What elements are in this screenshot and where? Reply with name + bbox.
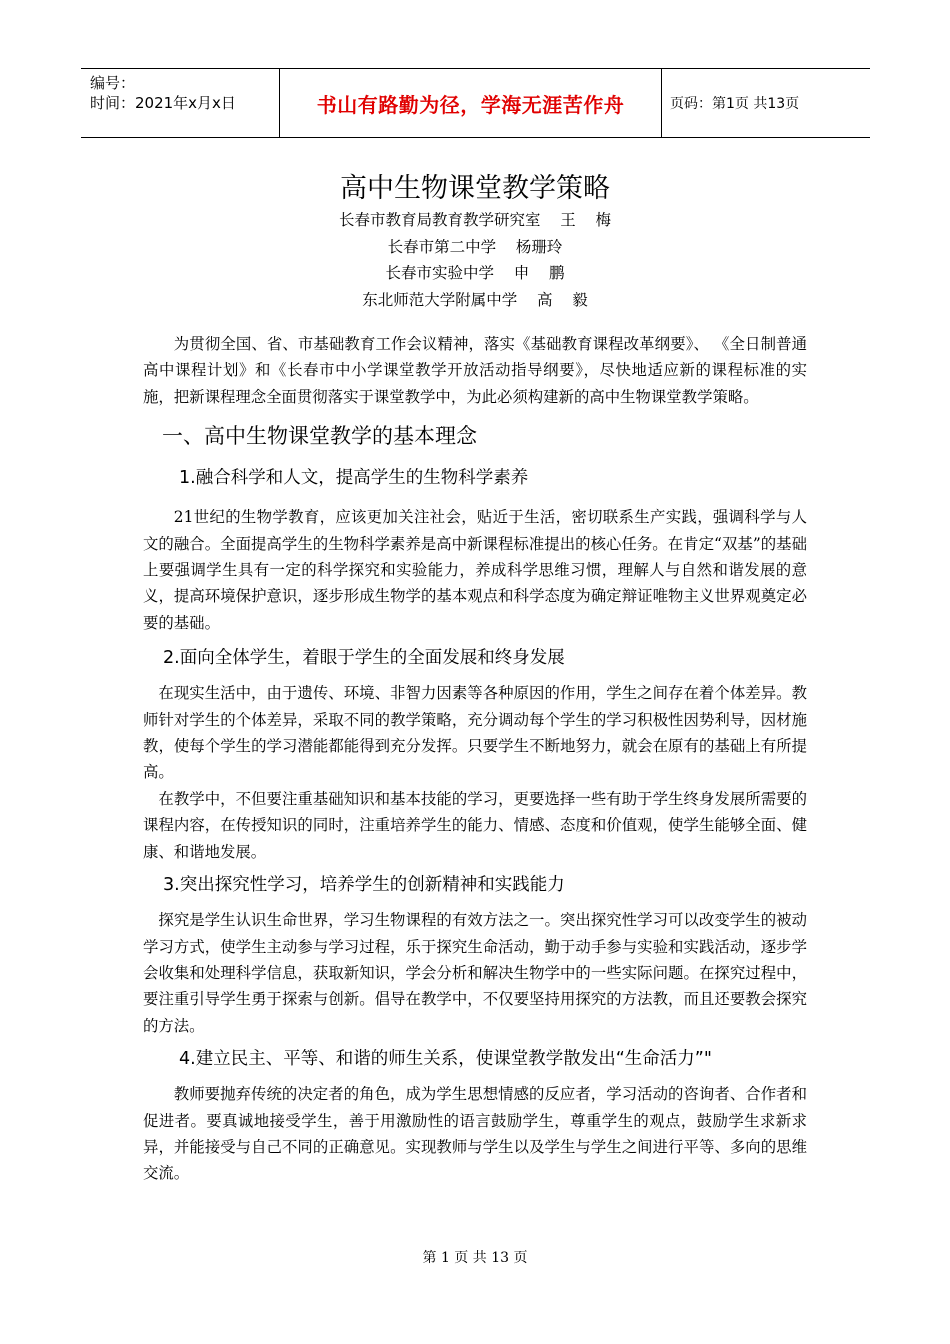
number-label: 编号： <box>90 74 136 92</box>
document-title: 高中生物课堂教学策略 <box>340 173 610 204</box>
paragraph: 21世纪的生物学教育，应该更加关注社会，贴近于生活，密切联系生产实践，强调科学与人文的融合。全面提高学生的生物科学素养是高中新课程标准提出的核心任务。在肯定“双基”的基础上要强调学生具有一定的科学探究和实验能力，养成科学思维习惯，理解人与自然和谐发展的意义，提高环境保护意识，逐步形成生物学的基本观点和科学态度为确定辩证唯物主义世界观奠定必要的基础。 <box>143 508 807 632</box>
time-label: 时间：2021年x月x日 <box>90 94 236 112</box>
section-heading: 一、高中生物课堂教学的基本理念 <box>162 424 477 449</box>
author-line: 长春市第二中学 杨珊玲 <box>387 237 563 256</box>
author-line: 长春市教育局教育教学研究室 王 梅 <box>339 211 611 229</box>
paragraph: 教师要抛弃传统的决定者的角色，成为学生思想情感的反应者，学习活动的咨询者、合作者和促进者。要真诚地接受学生，善于用激励性的语言鼓励学生，尊重学生的观点，鼓励学生求新求异，并能接受与自己不同的正确意见。实现教师与学生以及学生与学生之间进行平等、多向的思维交流。 <box>143 1085 807 1183</box>
subsection-heading: 4.建立民主、平等、和谐的师生关系，使课堂教学散发出“生命活力”" <box>179 1049 712 1070</box>
header-meta-cell <box>81 69 280 137</box>
subsection-heading: 2.面向全体学生，着眼于学生的全面发展和终身发展 <box>163 648 565 669</box>
page-info: 页码：第1页 共13页 <box>670 96 800 112</box>
paragraph: 在现实生活中，由于遗传、环境、非智力因素等各种原因的作用，学生之间存在着个体差异。教师针对学生的个体差异，采取不同的教学策略，充分调动每个学生的学习积极性因势利导，因材施教，使每个学生的学习潜能都能得到充分发挥。只要学生不断地努力，就会在原有的基础上有所提高。 <box>143 684 807 782</box>
subsection-heading: 1.融合科学和人文，提高学生的生物科学素养 <box>179 468 529 489</box>
motto: 书山有路勤为径，学海无涯苦作舟 <box>280 69 662 137</box>
subsection-heading: 3.突出探究性学习，培养学生的创新精神和实践能力 <box>163 875 565 896</box>
paragraph: 在教学中，不但要注重基础知识和基本技能的学习，更要选择一些有助于学生终身发展所需要的课程内容，在传授知识的同时，注重培养学生的能力、情感、态度和价值观，使学生能够全面、健康、和谐地发展。 <box>143 789 807 861</box>
paragraph: 探究是学生认识生命世界，学习生物课程的有效方法之一。突出探究性学习可以改变学生的被动学习方式，使学生主动参与学习过程，乐于探究生命活动，勤于动手参与实验和实践活动，逐步学会收集和处理科学信息，获取新知识，学会分析和解决生物学中的一些实际问题。在探究过程中，要注重引导学生勇于探索与创新。倡导在教学中，不仅要坚持用探究的方法教，而且还要教会探究的方法。 <box>143 911 807 1035</box>
author-line: 东北师范大学附属中学 高 毅 <box>362 290 588 309</box>
author-list <box>0 207 950 313</box>
document-body <box>143 331 807 1187</box>
author-line: 长春市实验中学 申 鹏 <box>385 264 565 282</box>
page-footer: 第 1 页 共 13 页 <box>422 1250 528 1266</box>
header-table <box>81 68 870 138</box>
intro-paragraph: 为贯彻全国、省、市基础教育工作会议精神，落实《基础教育课程改革纲要》、 《全日制普通高中课程计划》和《长春市中小学课堂教学开放活动指导纲要》，尽快地适应新的课程标准的实施，把新课程理念全面贯彻落实于课堂教学中，为此必须构建新的高中生物课堂教学策略。 <box>143 335 807 406</box>
